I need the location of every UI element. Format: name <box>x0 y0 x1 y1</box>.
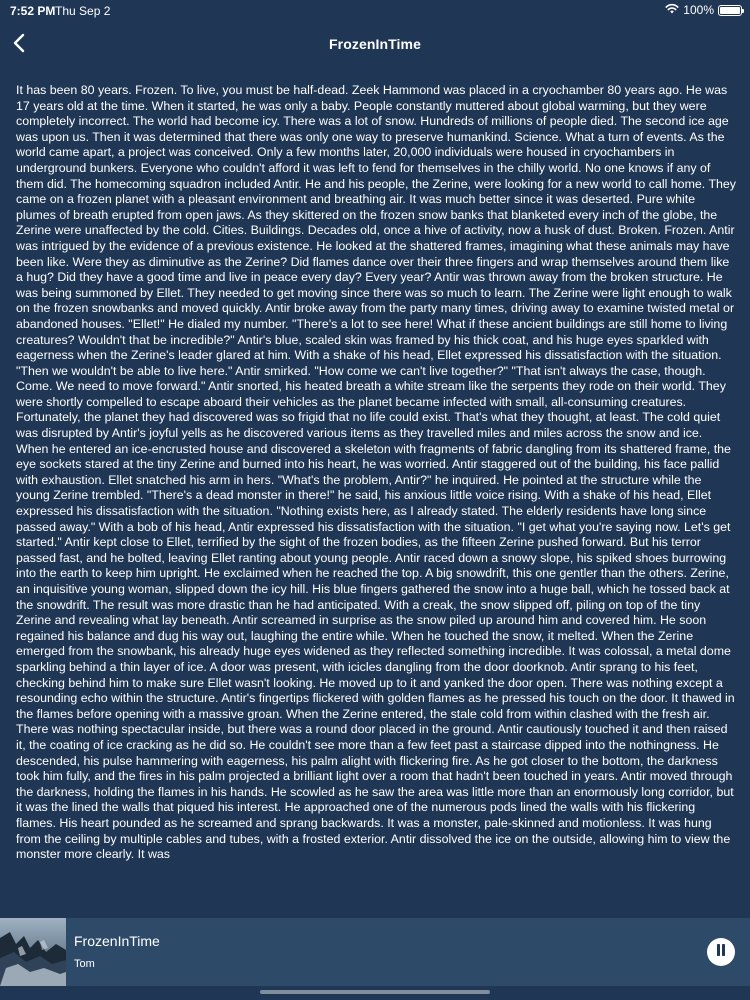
home-indicator <box>260 990 490 994</box>
pause-button[interactable] <box>707 938 735 966</box>
status-right <box>665 3 742 17</box>
navigation-bar <box>0 20 750 70</box>
track-artist: Tom <box>74 958 95 970</box>
battery-percent: 100% <box>683 3 714 17</box>
story-text: It has been 80 years. Frozen. To live, you must be half-dead. Zeek Hammond was placed in a cryochamber 80 years ago. He was 17 years old at the time. When it started, he was only a baby. People constantly muttered about global warming, but they were completely incorrect. The world had become icy. There was a lot of snow. Hundreds of millions of people died. The second ice age was upon us. Then it was determined that there was only one way to preserve humankind. Science. What a turn of events. As the world came apart, a project was conceived. Only a few months later, 20,000 individuals were housed in cryochambers in underground bunkers. Everyone who couldn't afford it was left to fend for themselves in the chilly world. No one knows if any of them did. The homecoming squadron included Antir. He and his people, the Zerine, were looking for a new world to call home. They came on a frozen planet with a pleasant environment and breathing air. It was much better since it was deserted. Pure white plumes of breath erupted from open jaws. As they skittered on the frozen snow banks that blanketed every inch of the globe, the Zerine were unaffected by the cold. Cities. Buildings. Decades old, once a hive of activity, now a husk of dust. Broken. Frozen. Antir was intrigued by the evidence of a previous existence. He looked at the shattered frames, imagining what these animals may have been like. Were they as diminutive as the Zerine? Did flames dance over their three fingers and wrap themselves around them like a hug? Did they have a good time and live in peace every day? Every year? Antir was thrown away from the broken structure. He was being summoned by Ellet. They needed to get moving since there was so much to learn. The Zerine were light enough to walk on the frozen snowbanks and moved quickly. Antir broke away from the party many times, driving away to examine twisted metal or abandoned houses. "Ellet!" He dialed my number. "There's a lot to see here! What if these ancient buildings are still home to living creatures? Wouldn't that be incredible?" Antir's blue, scaled skin was framed by his thick coat, and his huge eyes sparkled with eagerness when the Zerine's leader glared at him. With a shake of his head, Ellet expressed his dissatisfaction with the situation. "Then we wouldn't be able to live here." Antir smirked. "How come we can't live together?" "That isn't always the case, though. Come. We need to move forward." Antir snorted, his heated breath a white stream like the serpents they rode on their world. They were shortly compelled to escape aboard their vehicles as the planet became infected with small, all-consuming creatures. Fortunately, the planet they had discovered was so frigid that no life could exist. That's what they thought, at least. The cold quiet was disrupted by Antir's joyful yells as he discovered various items as they travelled miles and miles across the snow and ice. When he entered an ice-encrusted house and discovered a skeleton with fragments of fabric dangling from its shattered frame, the eye sockets stared at the tiny Zerine and burned into his heart, he was worried. Antir staggered out of the building, his face pallid with exhaustion. Ellet snatched his arm in hers. "What's the problem, Antir?" he inquired. He pointed at the structure while the young Zerine trembled. "There's a dead monster in there!" he said, his anxious little voice rising. With a shake of his head, Ellet expressed his dissatisfaction with the situation. "Nothing exists here, as I already stated. The elderly residents have long since passed away." With a bob of his head, Antir expressed his dissatisfaction with the situation. "I get what you're saying now. Let's get started." Antir kept close to Ellet, terrified by the sight of the frozen bodies, as the fifteen Zerine pushed forward. But his terror passed fast, and he bolted, leaving Ellet ranting about young people. Antir raced down a snowy slope, his spiked shoes burrowing into the earth to keep him upright. He exclaimed when he reached the top. A big snowdrift, this one gentler than the others. Zerine, an inquisitive young woman, slipped down the icy hill. His blue fingers gathered the snow into a huge ball, which he tossed back at the snowdrift. The result was more drastic than he had anticipated. With a creak, the snow slipped off, piling on top of the tiny Zerine and revealing what lay beneath. Antir screamed in surprise as the snow piled up around him and covered him. He soon regained his balance and dug his way out, laughing the entire while. When he touched the snow, it melted. When the Zerine emerged from the snowbank, his already huge eyes widened as they reflected something incredible. It was colossal, a metal dome sparkling behind a thin layer of ice. A door was present, with icicles dangling from the door doorknob. Antir sprang to his feet, checking behind him to make sure Ellet wasn't looking. He moved up to it and yanked the door open. There was nothing except a resounding echo within the structure. Antir's fingertips flickered with golden flames as he pressed his touch on the door. It thawed in the flames before opening with a massive groan. When the Zerine entered, the stale cold from within clashed with the fresh air. There was nothing spectacular inside, but there was a round door placed in the ground. Antir cautiously touched it and then raised it, the coating of ice cracking as he did so. He couldn't see more than a few feet past a staircase dipped into the nothingness. He descended, his pulse hammering with eagerness, his palm alight with flickering fire. As he got closer to the bottom, the darkness took him fully, and the fires in his palm projected a brilliant light over a room that hadn't been touched in years. Antir moved through the darkness, holding the flames in his hands. He scowled as he saw the area was little more than an enormously long corridor, but it was the lined the walls that piqued his interest. He approached one of the numerous pods lined the walls with his flickering flames. His heart pounded as he screamed and sprang backwards. It was a monster, pale-skinned and motionless. It was hung from the ceiling by multiple cables and tubes, with a frosted exterior. Antir dissolved the ice on the outside, allowing him to view the monster more clearly. It was <box>16 83 736 862</box>
status-time: 7:52 PM <box>10 4 56 18</box>
pause-icon <box>716 943 726 961</box>
mini-player[interactable] <box>0 918 750 986</box>
status-date: Thu Sep 2 <box>55 4 111 18</box>
track-title: FrozenInTime <box>74 933 160 949</box>
status-bar <box>0 0 750 20</box>
wifi-icon <box>665 3 679 17</box>
page-title: FrozenInTime <box>329 36 421 52</box>
story-scroll-area[interactable] <box>16 83 736 906</box>
album-cover-image <box>0 918 66 986</box>
battery-icon <box>718 5 742 16</box>
